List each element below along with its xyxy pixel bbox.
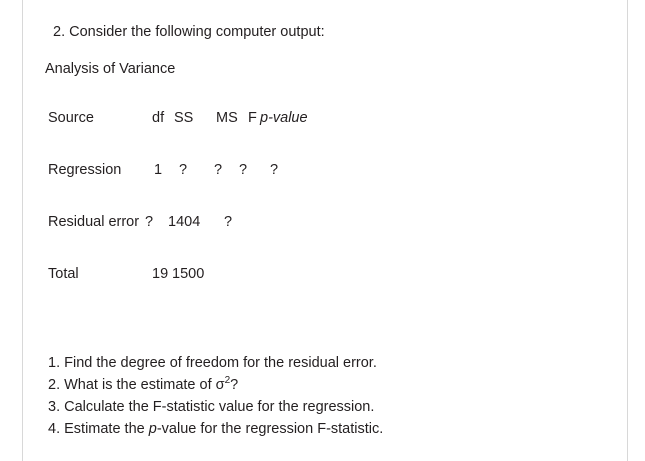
cell-total-ss: 1500 — [172, 266, 205, 282]
row-label-residual-error: Residual error — [48, 214, 140, 230]
column-header-df: df — [152, 110, 165, 126]
sub-question-4-suffix: -value for the regression F-statistic. — [156, 421, 384, 437]
cell-regression-df: 1 — [154, 162, 163, 178]
cell-regression-ms: ? — [214, 162, 223, 178]
question-prompt: 2. Consider the following computer output: — [53, 24, 325, 40]
list-item — [48, 396, 568, 418]
column-header-ss: SS — [174, 110, 194, 126]
table-row — [48, 264, 468, 316]
anova-table — [48, 108, 468, 316]
table-row — [48, 212, 468, 264]
sigma-exponent: 2 — [224, 375, 231, 387]
cell-regression-p: ? — [270, 162, 279, 178]
cell-regression-ss: ? — [179, 162, 188, 178]
row-label-regression: Regression — [48, 162, 122, 178]
right-margin-rule — [627, 0, 628, 461]
row-label-total: Total — [48, 266, 79, 282]
column-header-source: Source — [48, 110, 94, 126]
sub-questions-list — [48, 352, 568, 440]
cell-residual-ms: ? — [224, 214, 233, 230]
section-title: Analysis of Variance — [45, 61, 176, 77]
cell-total-df: 19 — [152, 266, 169, 282]
cell-residual-df: ? — [145, 214, 154, 230]
sub-question-4-italic: p — [148, 421, 157, 437]
sub-question-1-text: 1. Find the degree of freedom for the residual error. — [48, 355, 377, 371]
cell-residual-ss: 1404 — [168, 214, 201, 230]
sub-question-2-text: 2. What is the estimate of σ — [48, 377, 225, 393]
table-row — [48, 160, 468, 212]
left-margin-rule — [22, 0, 23, 461]
column-header-p-value: p-value — [260, 110, 308, 126]
list-item — [48, 418, 568, 440]
list-item — [48, 374, 568, 396]
column-header-f: F — [248, 110, 257, 126]
sub-question-2-suffix: ? — [230, 377, 239, 393]
cell-regression-f: ? — [239, 162, 248, 178]
column-header-ms: MS — [216, 110, 238, 126]
sub-question-4-text: 4. Estimate the — [48, 421, 149, 437]
table-header-row — [48, 108, 468, 160]
list-item — [48, 352, 568, 374]
sub-question-3-text: 3. Calculate the F-statistic value for the regression. — [48, 399, 375, 415]
